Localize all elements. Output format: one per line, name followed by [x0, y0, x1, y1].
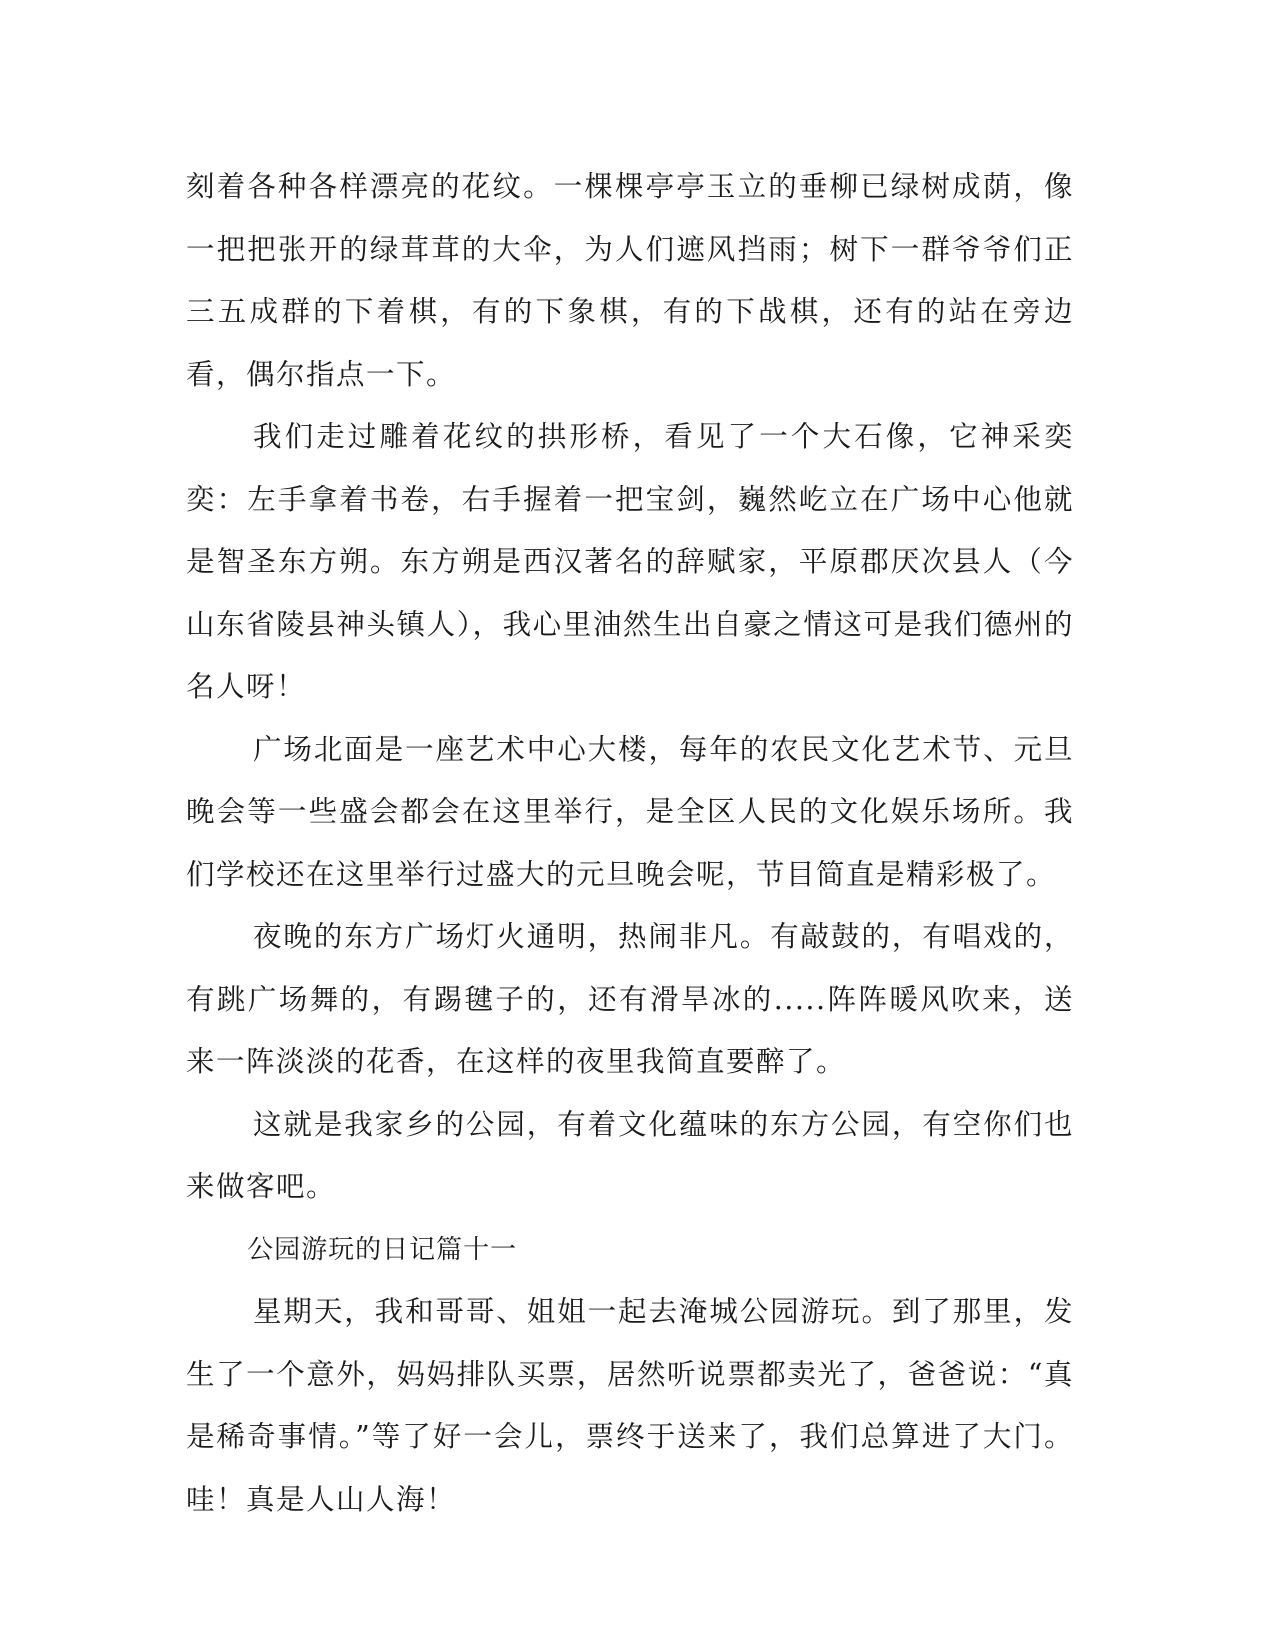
section-title: 公园游玩的日记篇十一	[247, 1234, 518, 1265]
paragraph-art-center: 广场北面是一座艺术中心大楼，每年的农民文化艺术节、元旦晚会等一些盛会都会在这里举行，是全区人民的文化娱乐场所。我们学校还在这里举行过盛大的元旦晚会呢，节目简直是精彩极了。	[186, 732, 1074, 891]
document-body	[186, 156, 1074, 1531]
paragraph-statue: 我们走过雕着花纹的拱形桥，看见了一个大石像，它神采奕奕：左手拿着书卷，右手握着一把宝剑，巍然屹立在广场中心他就是智圣东方朔。东方朔是西汉著名的辞赋家，平原郡厌次县人（今山东省陵县神头镇人），我心里油然生出自豪之情这可是我们德州的名人呀！	[186, 420, 1074, 703]
paragraph-night-square: 夜晚的东方广场灯火通明，热闹非凡。有敲鼓的，有唱戏的，有跳广场舞的，有踢毽子的，还有滑旱冰的.....阵阵暖风吹来，送来一阵淡淡的花香，在这样的夜里我简直要醉了。	[186, 920, 1074, 1078]
paragraph-closing: 这就是我家乡的公园，有着文化蕴味的东方公园，有空你们也来做客吧。	[186, 1107, 1074, 1203]
paragraph-continued: 刻着各种各样漂亮的花纹。一棵棵亭亭玉立的垂柳已绿树成荫，像一把把张开的绿茸茸的大伞，为人们遮风挡雨；树下一群爷爷们正三五成群的下着棋，有的下象棋，有的下战棋，还有的站在旁边看，偶尔指点一下。	[186, 170, 1074, 391]
paragraph-section-intro: 星期天，我和哥哥、姐姐一起去淹城公园游玩。到了那里，发生了一个意外，妈妈排队买票，居然听说票都卖光了，爸爸说：“真是稀奇事情。”等了好一会儿，票终于送来了，我们总算进了大门。哇！真是人山人海！	[186, 1295, 1074, 1516]
